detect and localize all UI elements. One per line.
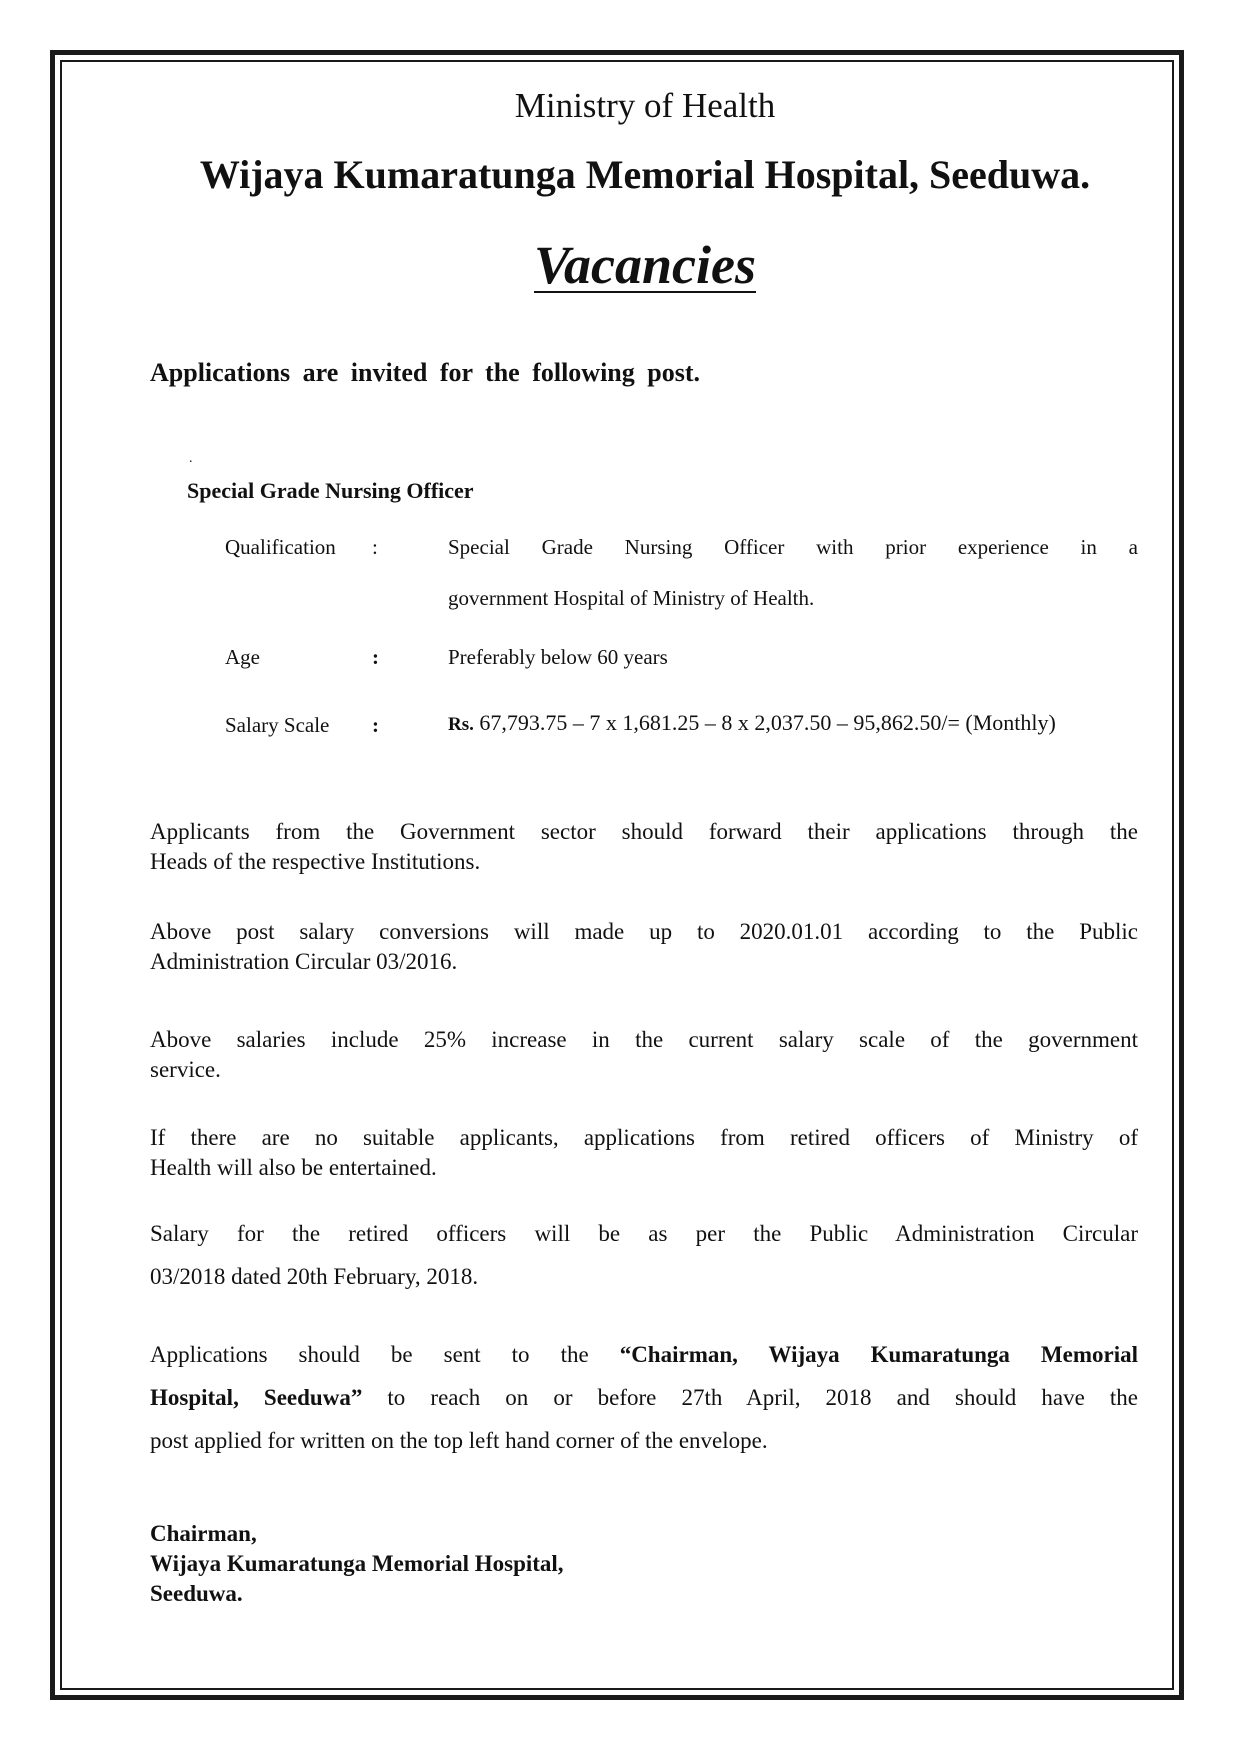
paragraph-line: post applied for written on the top left hand corner of the envelope.	[150, 1428, 768, 1453]
salary-value	[448, 709, 1138, 739]
salary-currency: Rs.	[448, 714, 474, 735]
signature-location: Seeduwa.	[150, 1581, 243, 1606]
intro-text: Applications are invited for the following post.	[150, 358, 701, 387]
paragraph-retired	[150, 1123, 1138, 1183]
qualification-label: Qualification	[225, 535, 336, 559]
paragraph-line: Heads of the respective Institutions.	[150, 849, 481, 874]
paragraph-line: 03/2018 dated 20th February, 2018.	[150, 1264, 479, 1289]
paragraph-line: If there are no suitable applicants, applications from retired officers of Ministry of	[150, 1125, 1138, 1150]
vacancies-title: Vacancies	[534, 235, 756, 295]
qualification-value-line1: Special Grade Nursing Officer with prior experience in a	[448, 535, 1138, 559]
hospital-heading: Wijaya Kumaratunga Memorial Hospital, Seeduwa.	[199, 152, 1091, 197]
paragraph-increase	[150, 1025, 1138, 1085]
age-value: Preferably below 60 years	[448, 645, 668, 669]
ministry-heading: Ministry of Health	[514, 86, 776, 125]
age-label: Age	[225, 645, 260, 669]
stray-mark: .	[189, 451, 193, 466]
paragraph-salary-retired	[150, 1212, 1138, 1298]
paragraph-conversions	[150, 917, 1138, 977]
signature-block	[150, 1519, 564, 1609]
paragraph-line: Above post salary conversions will made up to 2020.01.01 according to the Public	[150, 919, 1138, 944]
qualification-value-line2: government Hospital of Ministry of Health.	[448, 586, 815, 610]
salary-label: Salary Scale	[225, 713, 330, 737]
signature-title: Chairman,	[150, 1521, 257, 1546]
qualification-colon: :	[372, 535, 378, 559]
chairman-address: Hospital, Seeduwa”	[150, 1385, 363, 1410]
paragraph-line: Applicants from the Government sector should forward their applications through the	[150, 819, 1138, 844]
paragraph-line: Health will also be entertained.	[150, 1155, 437, 1180]
salary-amount: 67,793.75 – 7 x 1,681.25 – 8 x 2,037.50 – 95,862.50/= (Monthly)	[473, 710, 1056, 735]
paragraph-text: to reach on or before 27th April, 2018 and should have the	[362, 1385, 1138, 1410]
paragraph-send-applications	[150, 1333, 1138, 1462]
paragraph-applicants	[150, 817, 1138, 877]
paragraph-line: service.	[150, 1057, 221, 1082]
signature-hospital: Wijaya Kumaratunga Memorial Hospital,	[150, 1551, 564, 1576]
paragraph-line: Salary for the retired officers will be as per the Public Administration Circular	[150, 1221, 1138, 1246]
paragraph-text: Applications should be sent to the	[150, 1342, 620, 1367]
chairman-address: “Chairman, Wijaya Kumaratunga Memorial	[619, 1342, 1138, 1367]
paragraph-line: Above salaries include 25% increase in the current salary scale of the government	[150, 1027, 1138, 1052]
paragraph-line: Administration Circular 03/2016.	[150, 949, 458, 974]
age-colon: :	[372, 645, 379, 669]
salary-colon: :	[372, 713, 379, 737]
post-title: Special Grade Nursing Officer	[187, 478, 474, 503]
paragraph-line	[150, 1376, 1138, 1419]
paragraph-line	[150, 1333, 1138, 1376]
